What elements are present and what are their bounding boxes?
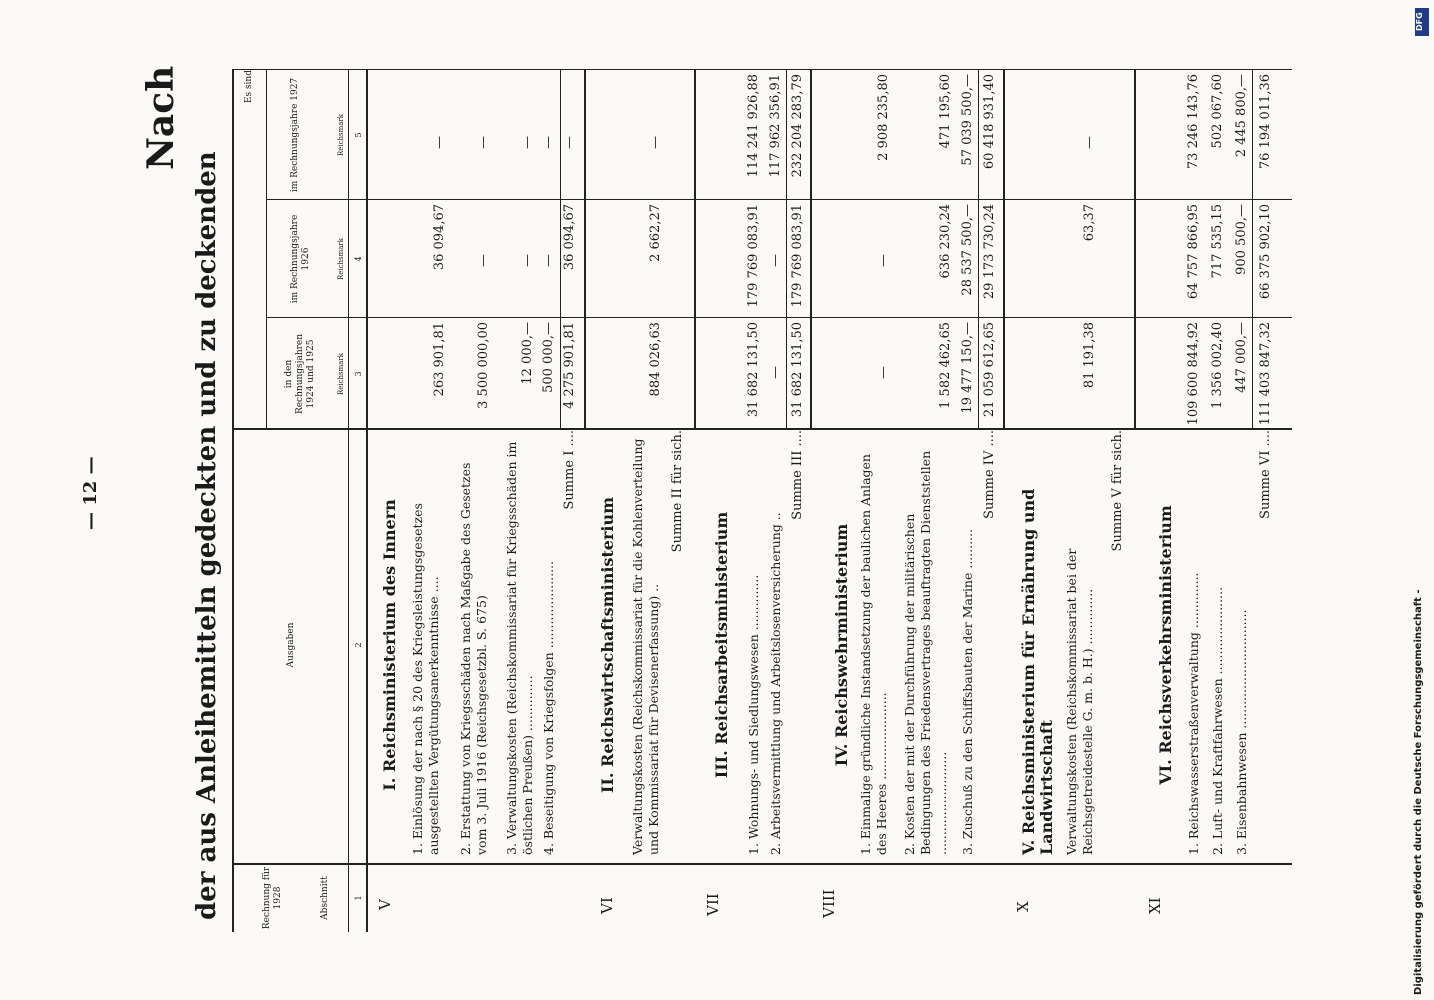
cell-c5: — [476,136,491,149]
cell-c5: 2 908 235,80 [876,74,891,161]
sum-c3: 21 059 612,65 [982,322,997,418]
cell-c5: 73 246 143,76 [1186,74,1201,170]
item-label: 2. Luft- und Kraftfahrwesen ...................... [1210,586,1225,855]
cell-c3: 1 582 462,65 [938,322,953,409]
cell-c5: — [520,136,535,149]
sum-label: Summe I .... [562,430,577,510]
col1-header: Rechnung für 1928 [262,866,283,930]
sum-label: Summe IV .... [982,430,997,519]
page-number: — 12 — [80,456,101,530]
cell-c3: 263 901,81 [432,322,447,397]
cell-c4: 636 230,24 [938,204,953,279]
cell-c4: 179 769 083,91 [746,204,761,308]
cell-c4: — [876,254,891,267]
cell-c3: — [768,366,783,379]
item-label: 2. Kosten der mit der Durchführung der militärischen Bedingungen des Friedensvertrages beauftragten Dienststellen .......................... [902,450,949,855]
cell-c5: 502 067,60 [1210,74,1225,149]
col1-number: 1 [354,895,363,901]
sum-c3: 4 275 901,81 [562,322,577,409]
section-title: III. Reichsarbeitsministerium [712,511,731,779]
col5-header: im Rechnungsjahre 1927 [290,77,300,193]
abschnitt-v: V [376,899,394,910]
cell-c3: 19 477 150,— [960,322,975,414]
item-label: 1. Wohnungs- und Siedlungswesen .............. [746,574,761,855]
sum-label: Summe V für sich. [1110,430,1125,552]
sum-c5: — [562,136,577,149]
col3-header: in den Rechnungsjahren 1924 und 1925 [284,333,316,415]
cell-c5: 117 962 356,91 [768,74,783,178]
abschnitt-viii: VIII [820,889,838,918]
cell-c3: 81 191,38 [1082,322,1097,389]
cell-c5: 471 195,60 [938,74,953,149]
item-label: 1. Einmalige gründliche Instandsetzung der baulichen Anlagen des Heeres ...................... [858,454,889,855]
cell-c4: 64 757 866,95 [1186,204,1201,300]
cell-c3: 500 000,— [541,322,556,393]
digitization-note: Digitalisierung gefördert durch die Deutsche Forschungsgemeinschaft - [1413,589,1424,995]
abschnitt-xi: XI [1146,897,1164,914]
item-label: Verwaltungskosten (Reichskommissariat für die Kohlenverteilung und Kommissariat für Devisenerfassung) .. [630,438,661,855]
sum-c5: 60 418 931,40 [982,74,997,170]
heading-subtitle: der aus Anleihemitteln gedeckten und zu deckenden [192,151,222,920]
cell-c5: 2 445 800,— [1234,74,1249,158]
cell-c3: — [876,366,891,379]
cell-c5: 114 241 926,88 [746,74,761,178]
item-label: 1. Reichswasserstraßenverwaltung .............. [1186,572,1201,855]
heading-nach: Nach [140,65,182,170]
col4-unit: Reichsmark [337,237,345,281]
group-header: Es sind [244,70,254,104]
cell-c4: 28 537 500,— [960,204,975,296]
item-label: 4. Beseitigung von Kriegsfolgen ...................... [541,560,556,855]
cell-c5: — [648,136,663,149]
abschnitt-vii: VII [704,893,722,916]
cell-c4: 717 535,15 [1210,204,1225,279]
sum-c3: 111 403 847,32 [1258,322,1273,426]
cell-c3: 884 026,63 [648,322,663,397]
sum-label: Summe III .... [790,430,805,520]
sum-c4: 66 375 902,10 [1258,204,1273,300]
col3-unit: Reichsmark [337,352,345,396]
cell-c4: — [768,254,783,267]
cell-c5: — [541,136,556,149]
cell-c4: 2 662,27 [648,204,663,262]
section-title: I. Reichsministerium des Innern [380,499,399,791]
col5-unit: Reichsmark [337,113,345,157]
item-label: 1. Einlösung der nach § 20 des Kriegsleistungsgesetzes ausgestellten Vergütungsanerkenntnisse .... [410,503,441,855]
col2-header: Ausgaben [286,622,296,668]
col4-number: 4 [354,256,363,262]
cell-c3: 1 356 002,40 [1210,322,1225,409]
cell-c4: 36 094,67 [432,204,447,271]
cell-c3: 12 000,— [520,322,535,385]
cell-c3: 3 500 000,00 [476,322,491,409]
sum-c3: 31 682 131,50 [790,322,805,418]
cell-c4: 900 500,— [1234,204,1249,275]
abschnitt-x: X [1014,901,1032,912]
sum-c5: 232 204 283,79 [790,74,805,178]
item-label: 3. Eisenbahnwesen .............................. [1234,609,1249,855]
section-title: II. Reichswirtschaftsministerium [598,496,617,794]
cell-c3: 31 682 131,50 [746,322,761,418]
sum-c4: 36 094,67 [562,204,577,271]
cell-c3: 109 600 844,92 [1186,322,1201,426]
col1-abschnitt: Abschnitt [320,876,330,920]
cell-c4: — [520,254,535,267]
col2-number: 2 [354,642,363,648]
cell-c5: — [1082,136,1097,149]
dfg-logo: DFG [1415,8,1429,36]
sum-label: Summe VI .... [1258,430,1273,519]
section-title: IV. Reichswehrministerium [832,523,851,767]
sum-c5: 76 194 011,36 [1258,74,1273,170]
section-title: V. Reichsministerium für Ernährung und Landwirtschaft [1019,488,1056,855]
abschnitt-vi: VI [598,897,616,914]
item-label: 3. Zuschuß zu den Schiffsbauten der Marine .......... [960,528,975,855]
col3-number: 3 [354,371,363,377]
item-label: Verwaltungskosten (Reichskommissariat bei der Reichsgetreidestelle G. m. b. H.) .............. [1064,548,1095,855]
cell-c5: — [432,136,447,149]
item-label: 3. Verwaltungskosten (Reichskommissariat für Kriegsschäden im östlichen Preußen) .............. [504,441,535,855]
section-title: VI. Reichsverkehrsministerium [1156,505,1175,785]
item-label: 2. Erstattung von Kriegsschäden nach Maßgabe des Gesetzes vom 3. Juli 1916 (Reichsgesetzbl. S. 675) [458,462,489,855]
cell-c4: — [476,254,491,267]
cell-c5: 57 039 500,— [960,74,975,166]
cell-c4: — [541,254,556,267]
sum-c4: 29 173 730,24 [982,204,997,300]
sum-label: Summe II für sich. [670,430,685,553]
sum-c4: 179 769 083,91 [790,204,805,308]
cell-c3: 447 000,— [1234,322,1249,393]
item-label: 2. Arbeitsvermittlung und Arbeitslosenversicherung .. [768,512,783,855]
cell-c4: 63,37 [1082,204,1097,242]
col5-number: 5 [354,132,363,138]
col4-header: im Rechnungsjahre 1926 [290,214,311,304]
